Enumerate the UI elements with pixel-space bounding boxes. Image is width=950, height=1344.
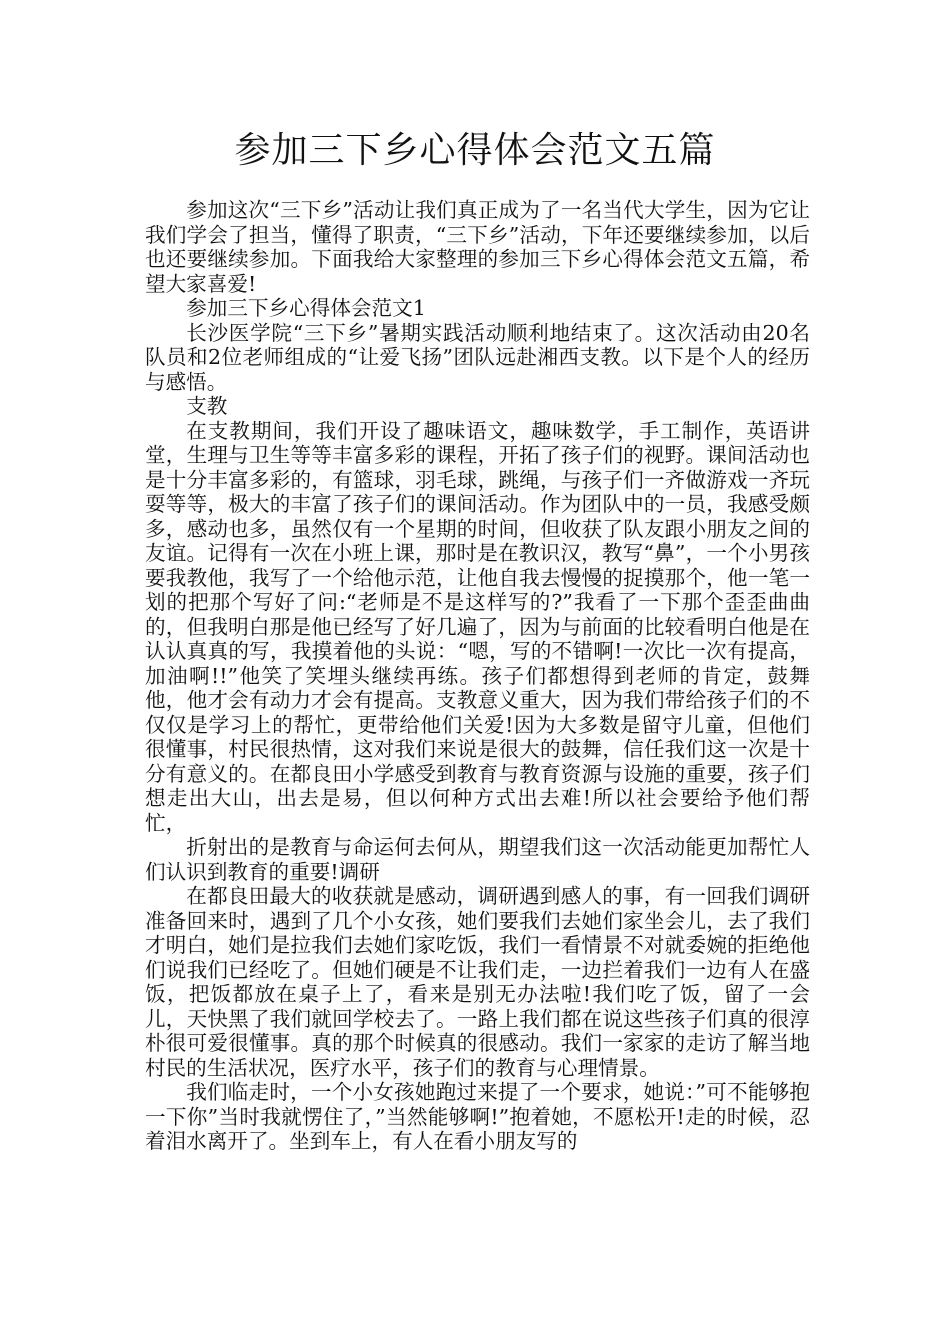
paragraph: 在都良田最大的收获就是感动，调研遇到感人的事，有一回我们调研准备回来时，遇到了几个小女孩，她们要我们去她们家坐会儿，去了我们才明白，她们是拉我们去她们家吃饭，我们一看情景不对就委婉的拒绝他们说我们已经吃了。但她们硬是不让我们走，一边拦着我们一边有人在盛饭，把饭都放在桌子上了，看来是别无办法啦!我们吃了饭，留了一会儿，天快黑了我们就回学校去了。一路上我们都在说这些孩子们真的很淳朴很可爱很懂事。真的那个时候真的很感动。我们一家家的走访了解当地村民的生活状况，医疗水平，孩子们的教育与心理情景。 (145, 884, 810, 1080)
paragraph-section-heading: 支教 (186, 394, 228, 418)
paragraph: 长沙医学院“三下乡”暑期实践活动顺利地结束了。这次活动由20名队员和2位老师组成的“让爱飞扬”团队远赴湘西支教。以下是个人的经历与感悟。 (145, 320, 810, 394)
paragraph: 折射出的是教育与命运何去何从，期望我们这一次活动能更加帮忙人们认识到教育的重要!调研 (145, 835, 810, 884)
document-title: 参加三下乡心得体会范文五篇 (234, 130, 716, 171)
paragraph-intro: 参加这次“三下乡”活动让我们真正成为了一名当代大学生，因为它让我们学会了担当，懂得了职责，“三下乡”活动，下年还要继续参加，以后也还要继续参加。下面我给大家整理的参加三下乡心得体会范文五篇，希望大家喜爱! (145, 198, 810, 296)
document-body (145, 198, 810, 1154)
paragraph: 我们临走时，一个小女孩她跑过来提了一个要求，她说：”可不能够抱一下你”当时我就愣住了，”当然能够啊!”抱着她，不愿松开!走的时候，忍着泪水离开了。坐到车上，有人在看小朋友写的 (145, 1080, 810, 1153)
paragraph: 在支教期间，我们开设了趣味语文，趣味数学，手工制作，英语讲堂，生理与卫生等等丰富多彩的课程，开拓了孩子们的视野。课间活动也是十分丰富多彩的，有篮球，羽毛球，跳绳，与孩子们一齐做游戏一齐玩耍等等，极大的丰富了孩子们的课间活动。作为团队中的一员，我感受颇多，感动也多，虽然仅有一个星期的时间，但收获了队友跟小朋友之间的友谊。记得有一次在小班上课，那时是在教识汉，教写“鼻”，一个小男孩要我教他，我写了一个给他示范，让他自我去慢慢的捉摸那个，他一笔一划的把那个写好了问:“老师是不是这样写的?”我看了一下那个歪歪曲曲的，但我明白那是他已经写了好几遍了，因为与前面的比较看明白他是在认认真真的写，我摸着他的头说：“嗯，写的不错啊!一次比一次有提高，加油啊!!”他笑了笑埋头继续再练。孩子们都想得到老师的肯定，鼓舞他，他才会有动力才会有提高。支教意义重大，因为我们带给孩子们的不仅仅是学习上的帮忙，更带给他们关爱!因为大多数是留守儿童，但他们很懂事，村民很热情，这对我们来说是很大的鼓舞，信任我们这一次是十分有意义的。在都良田小学感受到教育与教育资源与设施的重要，孩子们想走出大山，出去是易，但以何种方式出去难!所以社会要给予他们帮忙， (145, 418, 810, 835)
paragraph-subtitle: 参加三下乡心得体会范文1 (186, 296, 426, 320)
